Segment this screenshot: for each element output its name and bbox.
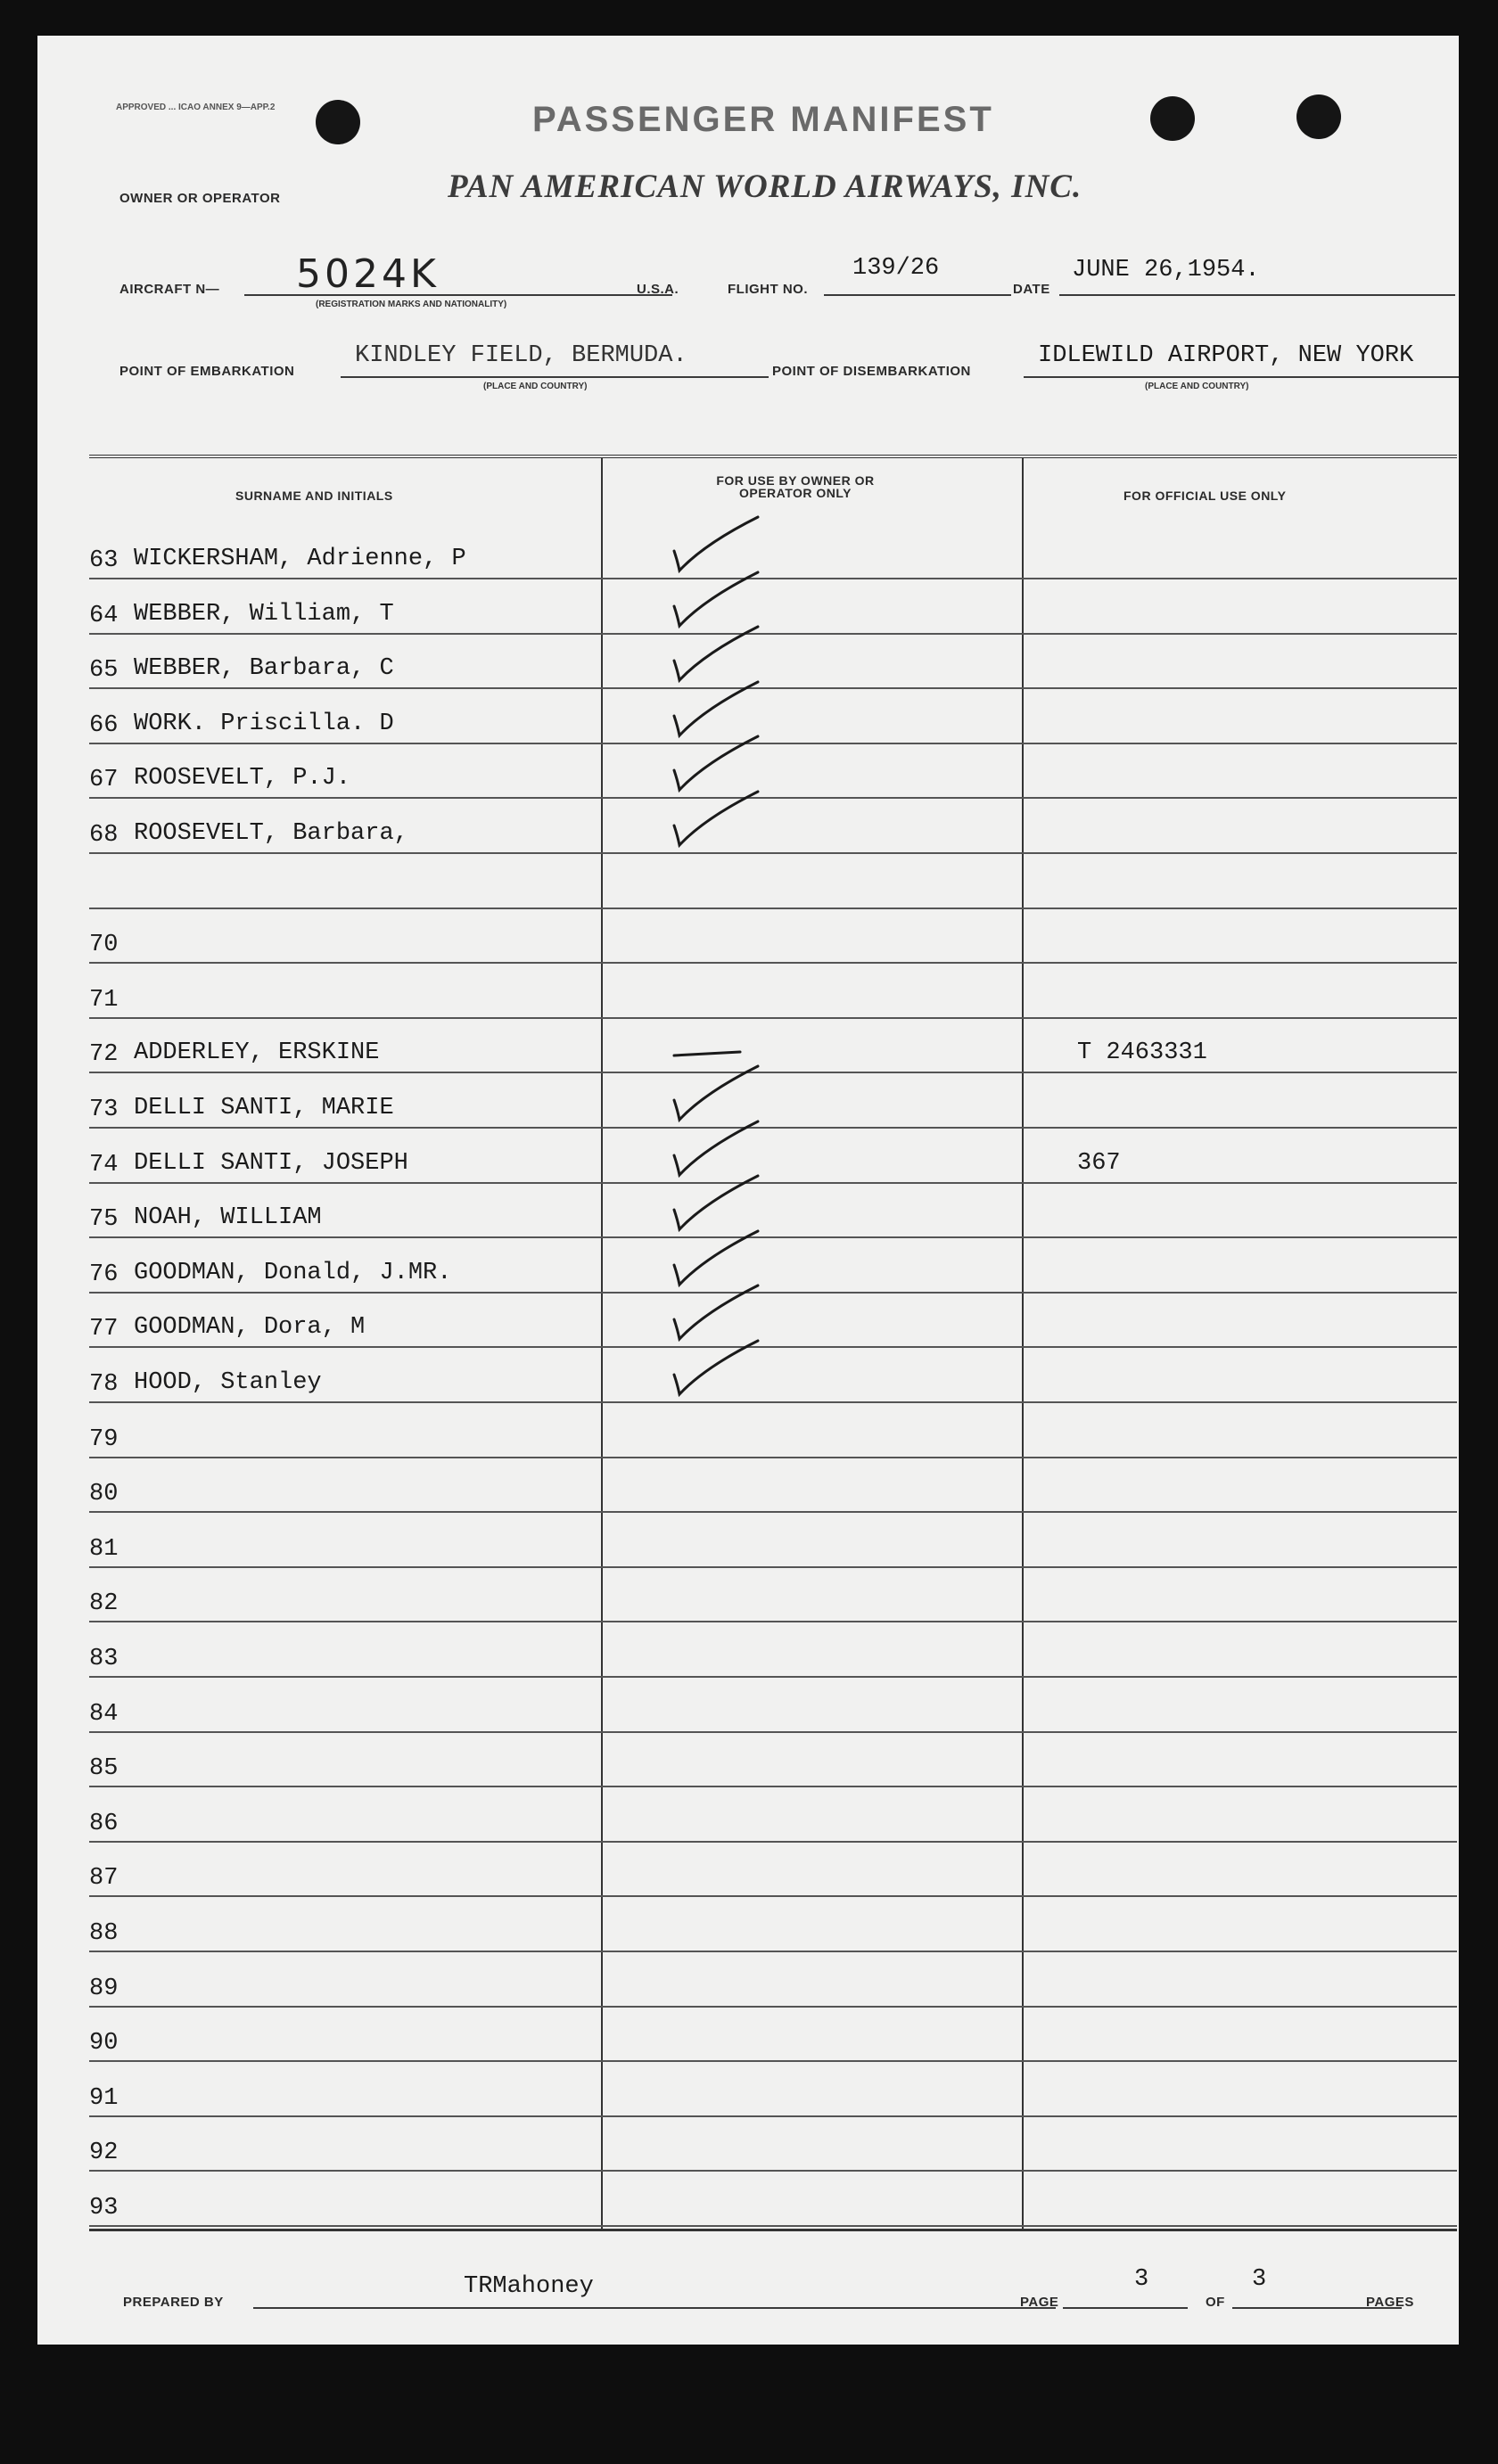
passenger-name: ROOSEVELT, Barbara, bbox=[134, 820, 408, 847]
of-label: OF bbox=[1206, 2295, 1225, 2310]
page-label: PAGE bbox=[1020, 2295, 1059, 2310]
table-row bbox=[89, 1787, 1457, 1843]
row-number: 93 bbox=[89, 2195, 119, 2222]
punch-hole bbox=[1296, 94, 1341, 139]
table-row bbox=[89, 1018, 1457, 1073]
row-number: 67 bbox=[89, 767, 119, 794]
flight-label: FLIGHT NO. bbox=[728, 282, 808, 297]
row-number: 65 bbox=[89, 657, 119, 685]
passenger-name: ADDERLEY, ERSKINE bbox=[134, 1039, 380, 1067]
check-mark-icon bbox=[624, 1323, 767, 1403]
passenger-name: DELLI SANTI, JOSEPH bbox=[134, 1149, 408, 1177]
table-row bbox=[89, 964, 1457, 1019]
date-value: JUNE 26,1954. bbox=[1072, 257, 1260, 283]
row-number: 70 bbox=[89, 932, 119, 959]
passenger-name: NOAH, WILLIAM bbox=[134, 1204, 322, 1232]
official-entry: T 2463331 bbox=[1077, 1039, 1207, 1067]
row-number: 83 bbox=[89, 1646, 119, 1672]
row-number: 72 bbox=[89, 1041, 119, 1069]
row-number: 74 bbox=[89, 1151, 119, 1179]
table-row bbox=[89, 689, 1457, 744]
punch-hole bbox=[1150, 96, 1195, 141]
row-number: 73 bbox=[89, 1096, 119, 1123]
row-number: 89 bbox=[89, 1975, 119, 2002]
row-number: 87 bbox=[89, 1865, 119, 1893]
table-row bbox=[89, 1183, 1457, 1238]
row-number: 80 bbox=[89, 1481, 119, 1508]
official-use-header: FOR OFFICIAL USE ONLY bbox=[1124, 489, 1287, 503]
row-number: 84 bbox=[89, 1700, 119, 1728]
table-row bbox=[89, 854, 1457, 909]
passenger-name: HOOD, Stanley bbox=[134, 1369, 322, 1396]
table-row bbox=[89, 1622, 1457, 1678]
row-number: 63 bbox=[89, 547, 119, 574]
table-row bbox=[89, 1897, 1457, 1952]
row-number: 91 bbox=[89, 2084, 119, 2112]
row-number: 68 bbox=[89, 822, 119, 849]
passenger-name: WICKERSHAM, Adrienne, P bbox=[134, 546, 466, 572]
table-row bbox=[89, 1073, 1457, 1129]
row-number: 71 bbox=[89, 986, 119, 1014]
table-row bbox=[89, 1458, 1457, 1513]
check-mark-icon bbox=[624, 774, 767, 854]
row-number: 76 bbox=[89, 1261, 119, 1288]
table-row bbox=[89, 524, 1457, 579]
table-row bbox=[89, 1567, 1457, 1622]
table-row bbox=[89, 1348, 1457, 1403]
table-row bbox=[89, 908, 1457, 964]
owner-label: OWNER OR OPERATOR bbox=[119, 191, 281, 206]
table-row bbox=[89, 1293, 1457, 1348]
table-row bbox=[89, 1403, 1457, 1458]
row-number: 75 bbox=[89, 1206, 119, 1234]
row-number: 66 bbox=[89, 711, 119, 739]
embark-label: POINT OF EMBARKATION bbox=[119, 364, 295, 379]
aircraft-label: AIRCRAFT N— bbox=[119, 282, 220, 297]
flight-value: 139/26 bbox=[852, 255, 940, 282]
table-row bbox=[89, 1238, 1457, 1294]
table-row bbox=[89, 1678, 1457, 1733]
prepared-value: TRMahoney bbox=[464, 2273, 594, 2300]
table-row bbox=[89, 579, 1457, 635]
row-rule bbox=[89, 2225, 1457, 2227]
aircraft-value: 5024K bbox=[296, 251, 440, 297]
row-number: 82 bbox=[89, 1590, 119, 1618]
disembark-value: IDLEWILD AIRPORT, NEW YORK bbox=[1038, 342, 1414, 369]
table-top-rule bbox=[89, 455, 1457, 458]
row-number: 81 bbox=[89, 1535, 119, 1563]
table-row bbox=[89, 743, 1457, 799]
embark-value: KINDLEY FIELD, BERMUDA. bbox=[355, 342, 687, 369]
approval-note: APPROVED ... ICAO ANNEX 9—APP.2 bbox=[116, 103, 276, 112]
date-line bbox=[1059, 294, 1455, 296]
official-entry: 367 bbox=[1077, 1149, 1121, 1177]
manifest-sheet bbox=[37, 36, 1459, 2345]
aircraft-line bbox=[244, 294, 672, 296]
table-row bbox=[89, 2172, 1457, 2227]
prepared-label: PREPARED BY bbox=[123, 2295, 224, 2310]
passenger-name: GOODMAN, Dora, M bbox=[134, 1314, 366, 1342]
table-row bbox=[89, 1952, 1457, 2008]
table-row bbox=[89, 1513, 1457, 1568]
row-number: 77 bbox=[89, 1316, 119, 1343]
page-value: 3 bbox=[1134, 2266, 1149, 2293]
embark-caption: (PLACE AND COUNTRY) bbox=[483, 382, 588, 391]
table-row bbox=[89, 2007, 1457, 2062]
passenger-name: DELLI SANTI, MARIE bbox=[134, 1095, 394, 1121]
flight-line bbox=[824, 294, 1011, 296]
aircraft-caption: (REGISTRATION MARKS AND NATIONALITY) bbox=[316, 300, 507, 309]
disembark-line bbox=[1024, 376, 1459, 378]
punch-hole bbox=[316, 100, 360, 144]
disembark-label: POINT OF DISEMBARKATION bbox=[772, 364, 971, 379]
row-number: 64 bbox=[89, 602, 119, 629]
usa-label: U.S.A. bbox=[637, 282, 679, 297]
table-row bbox=[89, 1732, 1457, 1787]
table-bottom-rule bbox=[89, 2229, 1457, 2231]
surname-header: SURNAME AND INITIALS bbox=[235, 489, 393, 503]
row-number: 88 bbox=[89, 1920, 119, 1947]
embark-line bbox=[341, 376, 769, 378]
prepared-line bbox=[253, 2307, 1056, 2309]
row-number: 92 bbox=[89, 2140, 119, 2167]
table-row bbox=[89, 634, 1457, 689]
table-row bbox=[89, 2062, 1457, 2117]
owner-value: PAN AMERICAN WORLD AIRWAYS, INC. bbox=[448, 168, 1082, 205]
table-row bbox=[89, 1129, 1457, 1184]
row-number: 79 bbox=[89, 1425, 119, 1453]
table-row bbox=[89, 799, 1457, 854]
pages-label: PAGES bbox=[1366, 2295, 1414, 2310]
page-line bbox=[1063, 2307, 1188, 2309]
disembark-caption: (PLACE AND COUNTRY) bbox=[1145, 382, 1249, 391]
table-row bbox=[89, 2116, 1457, 2172]
row-number: 78 bbox=[89, 1371, 119, 1398]
passenger-name: WEBBER, Barbara, C bbox=[134, 655, 394, 683]
row-number: 90 bbox=[89, 2030, 119, 2057]
passenger-name: WEBBER, William, T bbox=[134, 600, 394, 628]
of-value: 3 bbox=[1252, 2266, 1267, 2293]
row-number: 86 bbox=[89, 1810, 119, 1837]
passenger-name: GOODMAN, Donald, J.MR. bbox=[134, 1259, 452, 1286]
passenger-name: WORK. Priscilla. D bbox=[134, 710, 394, 737]
row-number: 85 bbox=[89, 1755, 119, 1783]
date-label: DATE bbox=[1013, 282, 1050, 297]
form-title: PASSENGER MANIFEST bbox=[532, 100, 994, 139]
passenger-name: ROOSEVELT, P.J. bbox=[134, 765, 351, 793]
table-row bbox=[89, 1842, 1457, 1897]
owner-use-header: FOR USE BY OWNER OR OPERATOR ONLY bbox=[716, 473, 875, 500]
